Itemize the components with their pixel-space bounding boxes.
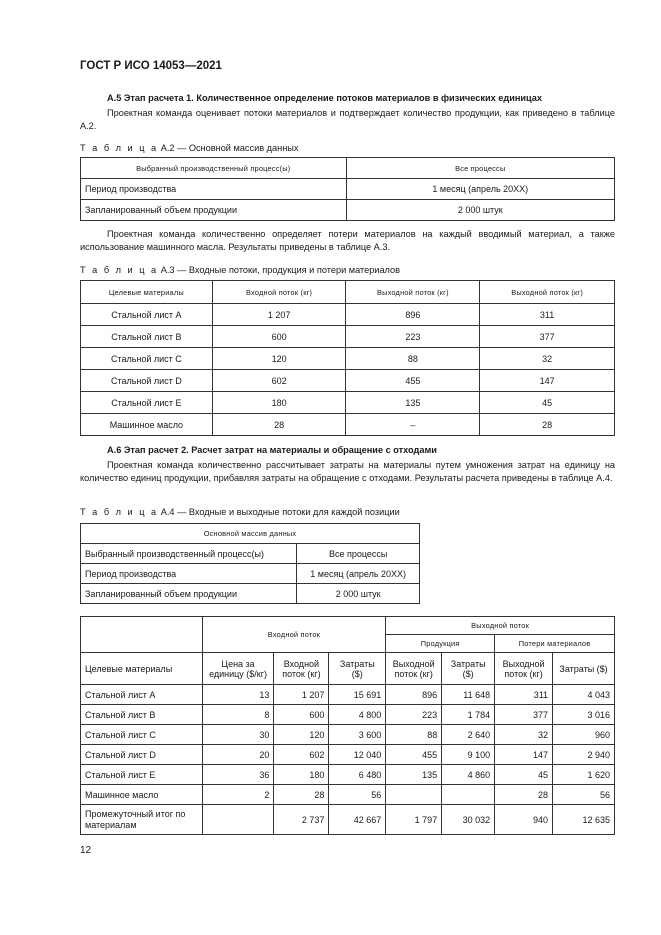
table-cell: 1 797: [386, 805, 442, 835]
table-row: [81, 544, 420, 564]
table-row: [81, 348, 615, 370]
table-cell: [442, 785, 495, 805]
table-cell: 2 640: [442, 725, 495, 745]
table-cell: 377: [480, 326, 615, 348]
table-cell: 1 207: [274, 685, 329, 705]
table-cell: 4 043: [553, 685, 615, 705]
table-cell: 4 800: [329, 705, 386, 725]
header-cell: Затраты ($): [329, 653, 386, 685]
table-cell: 2 000 штук: [297, 584, 420, 604]
table-row: [81, 765, 615, 785]
table-cell: 120: [212, 348, 346, 370]
table-cell: [386, 785, 442, 805]
header-cell: Целевые материалы: [81, 653, 203, 685]
table-row: [81, 785, 615, 805]
table-a3-caption: [80, 265, 400, 275]
table-a4-flows: [80, 616, 615, 835]
section-a5-paragraph: Проектная команда оценивает потоки материалов и подтверждает количество продукции, как приведено в таблице А.2.: [80, 108, 615, 131]
table-cell: 45: [480, 392, 615, 414]
table-cell: 455: [346, 370, 480, 392]
table-cell: 28: [274, 785, 329, 805]
header-cell-empty: [81, 617, 203, 653]
table-cell: 135: [346, 392, 480, 414]
table-row: [81, 564, 420, 584]
table-cell: 2: [202, 785, 274, 805]
header-cell: Целевые материалы: [81, 281, 213, 304]
table-cell: Запланированный объем продукции: [81, 200, 347, 221]
table-cell: 377: [495, 705, 553, 725]
table-cell: 223: [346, 326, 480, 348]
table-cell: 940: [495, 805, 553, 835]
table-row: [81, 179, 615, 200]
header-cell: Все процессы: [346, 158, 614, 179]
table-header-row: [81, 281, 615, 304]
table-cell: 32: [480, 348, 615, 370]
header-cell: Затраты ($): [442, 653, 495, 685]
table-cell: 147: [495, 745, 553, 765]
table-cell: 12 635: [553, 805, 615, 835]
table-cell: Все процессы: [297, 544, 420, 564]
paragraph-2: Проектная команда количественно определяет потери материалов на каждый вводимый материал, а также использование машинного масла. Результаты приведены в таблице А.3.: [80, 229, 615, 252]
header-cell: Выбранный производственный процесс(ы): [81, 158, 347, 179]
table-cell: 28: [495, 785, 553, 805]
table-cell: 32: [495, 725, 553, 745]
table-row: [81, 304, 615, 326]
table-header-row: [81, 524, 420, 544]
table-cell: 30: [202, 725, 274, 745]
table-cell: Период производства: [81, 564, 297, 584]
table-cell: 56: [329, 785, 386, 805]
caption-text: А.3 — Входные потоки, продукция и потери материалов: [160, 265, 401, 275]
table-cell: 1 месяц (апрель 20XX): [297, 564, 420, 584]
table-cell: 1 620: [553, 765, 615, 785]
table-cell: Период производства: [81, 179, 347, 200]
caption-word: Т а б л и ц а: [80, 265, 159, 275]
header-cell: Потери материалов: [495, 635, 615, 653]
header-cell: Выходной поток: [386, 617, 615, 635]
table-cell: 311: [480, 304, 615, 326]
table-cell: 42 667: [329, 805, 386, 835]
table-cell: 28: [212, 414, 346, 436]
table-a2-caption: [80, 143, 298, 153]
table-cell: 11 648: [442, 685, 495, 705]
table-cell: 15 691: [329, 685, 386, 705]
table-row: [81, 725, 615, 745]
table-cell: 180: [212, 392, 346, 414]
section-a5-title: А.5 Этап расчета 1. Количественное определение потоков материалов в физических единицах: [107, 93, 543, 103]
table-cell: 88: [386, 725, 442, 745]
table-cell: 28: [480, 414, 615, 436]
table-a4-caption: [80, 507, 400, 517]
table-row: [81, 745, 615, 765]
table-cell: Стальной лист B: [81, 326, 213, 348]
table-row: [81, 392, 615, 414]
table-cell: 88: [346, 348, 480, 370]
table-cell: 1 784: [442, 705, 495, 725]
table-cell: Стальной лист A: [81, 685, 203, 705]
table-header-row: [81, 617, 615, 635]
table-cell: Стальной лист B: [81, 705, 203, 725]
table-cell: 1 месяц (апрель 20XX): [346, 179, 614, 200]
table-cell: 3 016: [553, 705, 615, 725]
table-cell: [202, 805, 274, 835]
table-cell: Промежуточный итог по материалам: [81, 805, 203, 835]
header-cell: Продукция: [386, 635, 495, 653]
table-cell: 147: [480, 370, 615, 392]
table-cell: Стальной лист E: [81, 392, 213, 414]
section-a6-paragraph: Проектная команда количественно рассчитывает затраты на материалы путем умножения затрат на единицу на количество единиц продукции, прибавляя затраты на обращение с отходами. Результаты расчета приведены в таблице А.4.: [80, 460, 615, 483]
table-cell: 2 737: [274, 805, 329, 835]
table-row: [81, 370, 615, 392]
page-number: 12: [80, 845, 92, 856]
table-cell: 2 000 штук: [346, 200, 614, 221]
table-cell: Стальной лист D: [81, 745, 203, 765]
table-cell: 12 040: [329, 745, 386, 765]
header-cell: Выходной поток (кг): [480, 281, 615, 304]
table-cell: 1 207: [212, 304, 346, 326]
table-row: [81, 584, 420, 604]
table-subtotal-row: [81, 805, 615, 835]
section-a6-title: А.6 Этап расчет 2. Расчет затрат на материалы и обращение с отходами: [107, 445, 437, 455]
table-cell: 2 940: [553, 745, 615, 765]
caption-text: А.4 — Входные и выходные потоки для каждой позиции: [160, 507, 400, 517]
header-cell: Основной массив данных: [81, 524, 420, 544]
table-cell: 135: [386, 765, 442, 785]
table-header-row: [81, 158, 615, 179]
caption-word: Т а б л и ц а: [80, 143, 159, 153]
table-cell: Стальной лист D: [81, 370, 213, 392]
table-cell: 8: [202, 705, 274, 725]
header-cell: Выходной поток (кг): [495, 653, 553, 685]
table-cell: 896: [386, 685, 442, 705]
table-cell: 602: [212, 370, 346, 392]
table-cell: 6 480: [329, 765, 386, 785]
caption-text: А.2 — Основной массив данных: [160, 143, 299, 153]
table-row: [81, 705, 615, 725]
table-cell: 4 860: [442, 765, 495, 785]
table-cell: 602: [274, 745, 329, 765]
table-cell: Стальной лист E: [81, 765, 203, 785]
table-cell: 45: [495, 765, 553, 785]
table-row: [81, 326, 615, 348]
table-cell: Запланированный объем продукции: [81, 584, 297, 604]
table-cell: 223: [386, 705, 442, 725]
table-cell: Стальной лист C: [81, 725, 203, 745]
table-cell: Машинное масло: [81, 414, 213, 436]
table-a2: [80, 157, 615, 221]
document-header: ГОСТ Р ИСО 14053—2021: [80, 60, 222, 72]
table-cell: 600: [274, 705, 329, 725]
table-cell: 455: [386, 745, 442, 765]
table-cell: 30 032: [442, 805, 495, 835]
table-row: [81, 685, 615, 705]
table-cell: 180: [274, 765, 329, 785]
table-cell: Стальной лист A: [81, 304, 213, 326]
table-row: [81, 200, 615, 221]
header-cell: Выходной поток (кг): [386, 653, 442, 685]
caption-word: Т а б л и ц а: [80, 507, 159, 517]
table-cell: Стальной лист C: [81, 348, 213, 370]
header-cell: Входной поток (кг): [212, 281, 346, 304]
table-cell: 600: [212, 326, 346, 348]
header-cell: Входной поток: [202, 617, 386, 653]
table-cell: 56: [553, 785, 615, 805]
table-cell: 896: [346, 304, 480, 326]
table-cell: 3 600: [329, 725, 386, 745]
table-cell: 311: [495, 685, 553, 705]
header-cell: Затраты ($): [553, 653, 615, 685]
table-cell: 13: [202, 685, 274, 705]
table-a3: [80, 280, 615, 436]
table-header-row: [81, 653, 615, 685]
table-row: [81, 414, 615, 436]
table-a4-master-data: [80, 523, 420, 604]
table-cell: 36: [202, 765, 274, 785]
table-cell: 9 100: [442, 745, 495, 765]
header-cell: Входной поток (кг): [274, 653, 329, 685]
table-cell: Выбранный производственный процесс(ы): [81, 544, 297, 564]
table-cell: 120: [274, 725, 329, 745]
table-cell: 960: [553, 725, 615, 745]
header-cell: Цена за единицу ($/кг): [202, 653, 274, 685]
header-cell: Выходной поток (кг): [346, 281, 480, 304]
table-cell: 20: [202, 745, 274, 765]
table-cell: –: [346, 414, 480, 436]
table-cell: Машинное масло: [81, 785, 203, 805]
